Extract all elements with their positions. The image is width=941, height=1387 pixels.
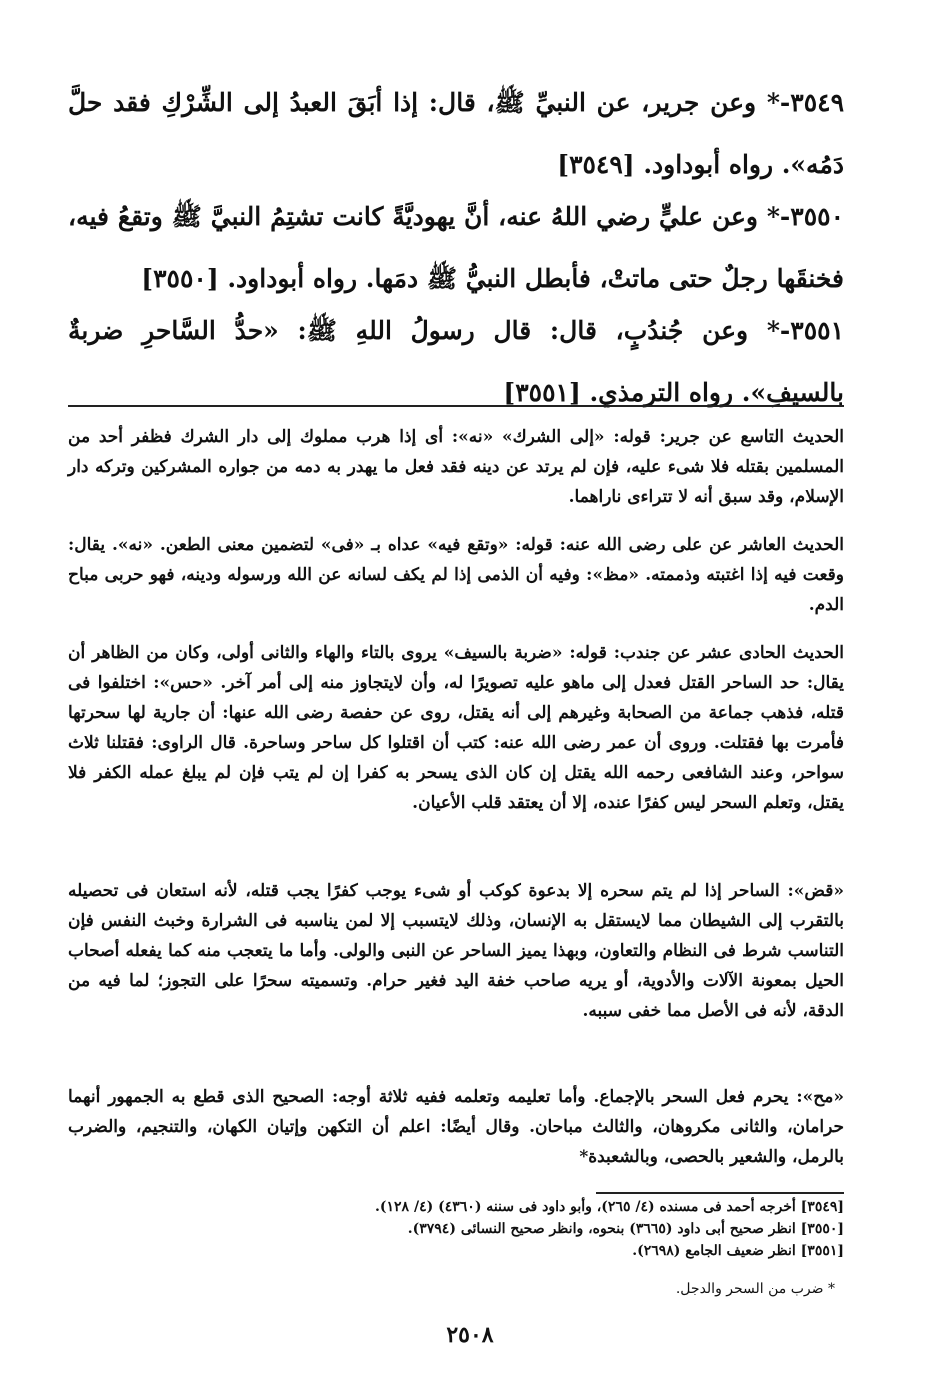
commentary-paragraph-1: الحديث التاسع عن جرير: قوله: «إلى الشرك» «نه»: أى إذا هرب مملوك إلى دار الشرك فظفر أحد من المسلمين بقتله فلا شىء عليه، فإن لم يرتد عن دينه فقد فعل ما يهدر به دمه من جواره المشركين وتركه دار الإسلام، وقد سبق أنه لا تتراءى ناراهما. [68, 427, 844, 507]
hadith-3549: ٣٥٤٩-* وعن جرير، عن النبيِّ ﷺ، قال: إذا أبَقَ العبدُ إلى الشِّرْكِ فقد حلَّ دَمُه». رواه أبوداود. [٣٥٤٩] [68, 88, 844, 179]
footnote-3549: [٣٥٤٩] أخرجه أحمد فى مسنده (٤/ ٢٦٥)، وأبو داود فى سننه (٤٣٦٠) (٤/ ١٢٨). [375, 1199, 844, 1215]
commentary-paragraph-2: الحديث العاشر عن على رضى الله عنه: قوله: «وتقع فيه» عداه بـ «فى» لتضمين معنى الطعن. «نه». يقال: وقعت فيه إذا اغتبته وذممته. «مظ»: وفيه أن الذمى إذا لم يكف لسانه عن الله ورسوله ودينه، فهو حربى مباح الدم. [68, 535, 844, 615]
section-divider [68, 405, 844, 407]
page-number: ٢٥٠٨ [446, 1322, 494, 1348]
commentary-paragraph-5: «مح»: يحرم فعل السحر بالإجماع. وأما تعليمه وتعلمه ففيه ثلاثة أوجه: الصحيح الذى قطع به الجمهور أنهما حرامان، والثانى مكروهان، والثالث مباحان. وقال أيضًا: اعلم أن التكهن وإتيان الكهان، والتنجيم، والضرب بالرمل، والشعير بالحصى، وبالشعبدة* [68, 1087, 844, 1167]
hadith-3550: ٣٥٥٠-* وعن عليٍّ رضي اللهُ عنه، أنَّ يهوديَّةً كانت تشتِمُ النبيَّ ﷺ وتقعُ فيه، فخنقَها رجلٌ حتى ماتتْ، فأبطل النبيُّ ﷺ دمَها. رواه أبوداود. [٣٥٥٠] [68, 202, 844, 293]
commentary-paragraph-3: الحديث الحادى عشر عن جندب: قوله: «ضربة بالسيف» يروى بالتاء والهاء والثانى أولى، وكان من الظاهر أن يقال: حد الساحر القتل فعدل إلى ماهو عليه تصويرًا له، وأن لايتجاوز منه إلى أمر آخر. «حس»: اختلفوا فى قتله، فذهب جماعة من الصحابة وغيرهم إلى أنه يقتل، روى عن حفصة رضى الله عنها: أن جارية لها سحرتها فأمرت بها فقتلت. وروى أن عمر رضى الله عنه: كتب أن اقتلوا كل ساحر وساحرة. قال الراوى: فقتلنا ثلاث سواحر، وعند الشافعى رحمه الله يقتل إن كان الذى يسحر به كفرا إن لم يتب فإن لم يبلغ عمله الكفر فلا يقتل، وتعلم السحر ليس كفرًا عنده، إلا أن يعتقد قلب الأعيان. [68, 643, 844, 813]
footnote-3550: [٣٥٥٠] انظر صحيح أبى داود (٣٦٦٥) بنحوه، وانظر صحيح النسائى (٣٧٩٤). [407, 1221, 844, 1237]
footnote-3551: [٣٥٥١] انظر ضعيف الجامع (٢٦٩٨). [632, 1243, 844, 1259]
footnote-divider [596, 1192, 844, 1194]
gloss-note: * ضرب من السحر والدجل. [675, 1281, 835, 1297]
commentary-paragraph-4: «قض»: الساحر إذا لم يتم سحره إلا بدعوة كوكب أو شىء يوجب كفرًا يجب قتله، لأنه استعان فى تحصيله بالتقرب إلى الشيطان مما لايستقل به الإنسان، وذلك لايتسبب إلا لمن يناسبه فى الشرارة وخبث النفس فإن التناسب شرط فى النظام والتعاون، وبهذا يميز الساحر عن النبى والولى. وأما ما يتعجب منه كما يفعله أصحاب الحيل بمعونة الآلات والأدوية، أو يريه صاحب خفة اليد فغير حرام. وتسميته سحرًا على التجوز؛ لما فيه من الدقة، لأنه فى الأصل مما خفى سببه. [68, 881, 844, 1021]
footnotes [200, 1196, 844, 1262]
hadith-3551: ٣٥٥١-* وعن جُندُبٍ، قال: قال رسولُ اللهِ ﷺ: «حدُّ السَّاحرِ ضربةٌ بالسيفِ». رواه الترمذي. [٣٥٥١] [68, 316, 844, 407]
